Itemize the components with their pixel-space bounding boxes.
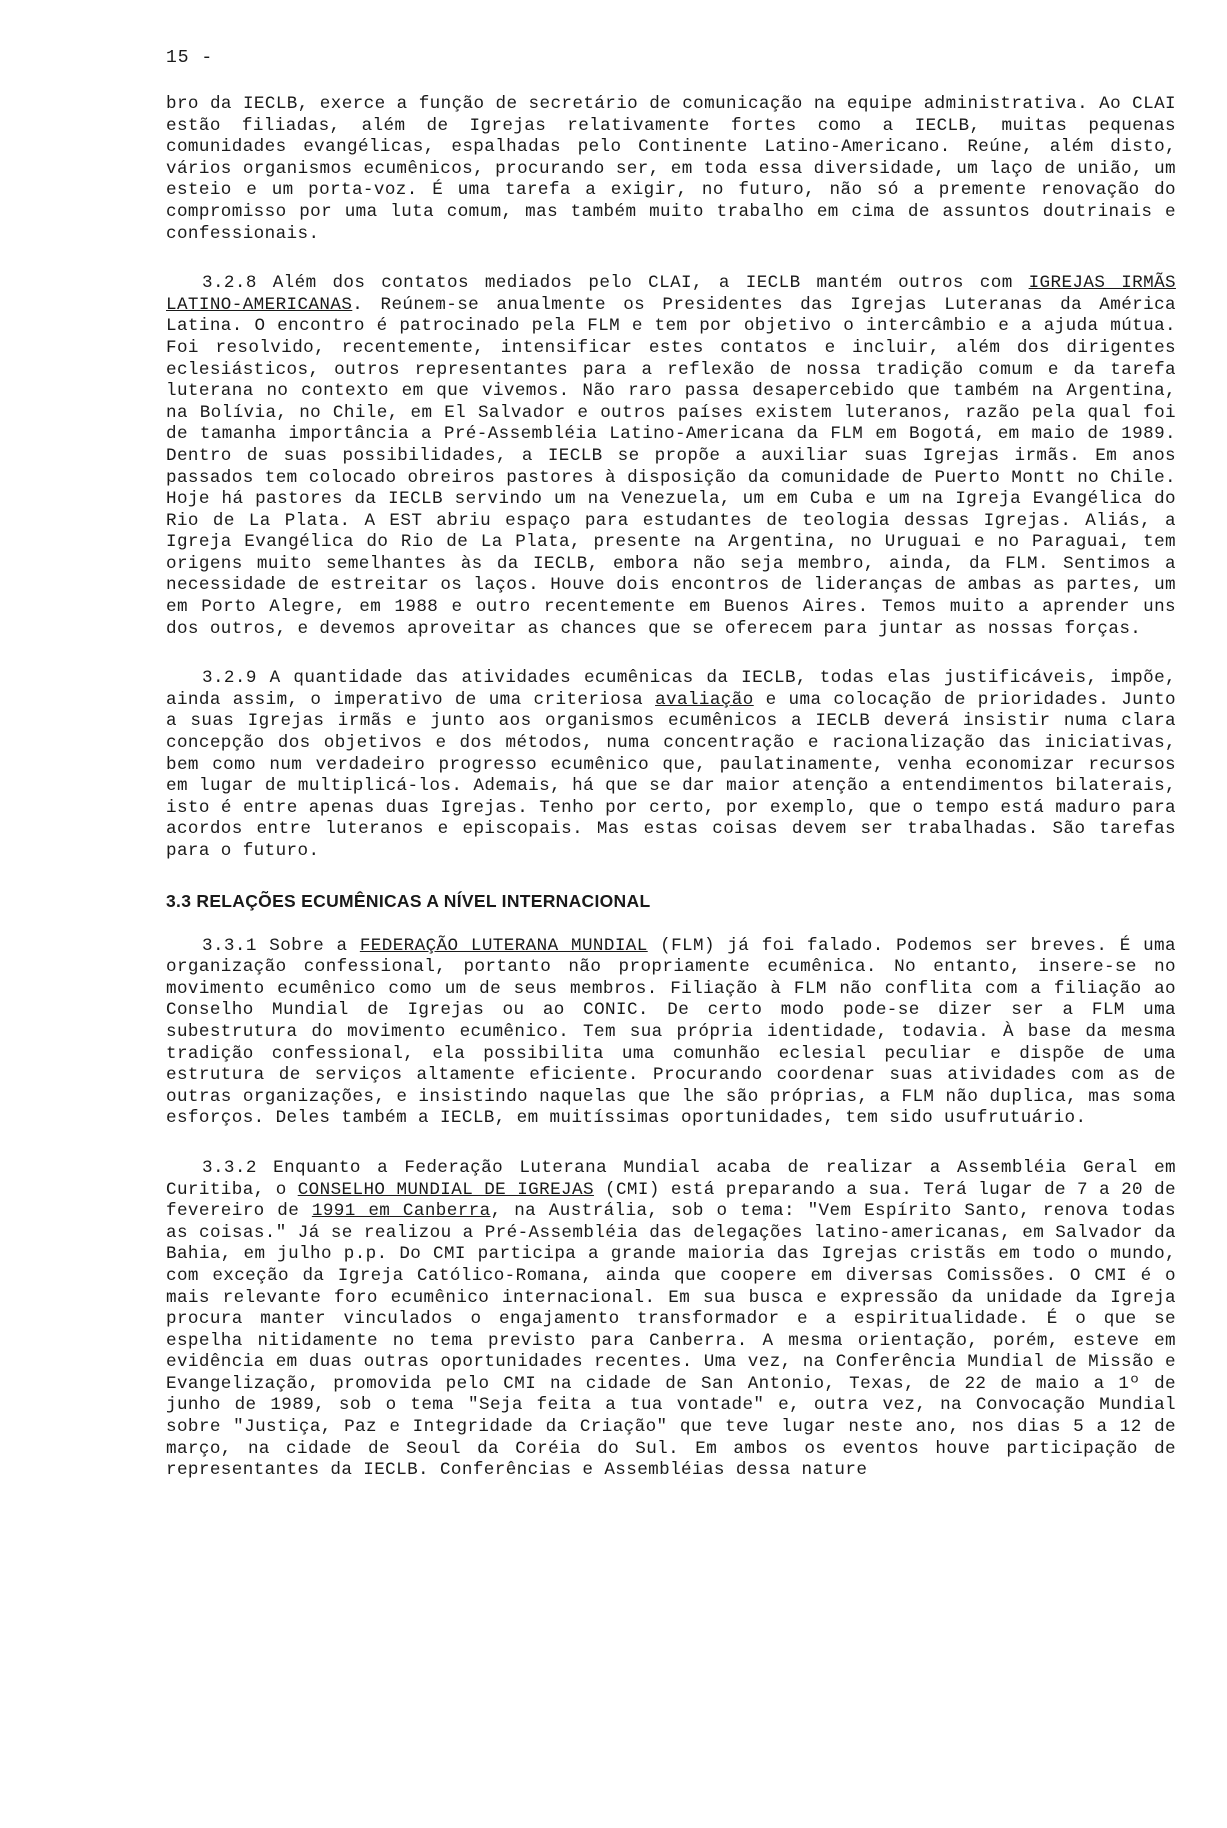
paragraph-text: Além dos contatos mediados pelo CLAI, a IECLB mantém outros com: [272, 273, 1029, 294]
paragraph-text: A quantidade das atividades ecumênicas da IECLB, todas elas justificáveis, impõe, ainda assim, o imperativo de uma criteriosa: [166, 668, 1176, 710]
paragraph-text: (CMI) está preparando a sua. Terá lugar de 7 a 20 de fevereiro de: [166, 1179, 1176, 1222]
underlined-term: CONSELHO MUNDIAL DE IGREJAS: [297, 1179, 594, 1200]
underlined-term: IGREJAS IRMÃS LATINO-AMERICANAS: [166, 273, 1176, 315]
section-heading: 3.3 RELAÇÕES ECUMÊNICAS A NÍVEL INTERNACIONAL: [166, 890, 651, 911]
underlined-term: avaliação: [655, 689, 754, 710]
body-text: [166, 94, 1176, 1510]
paragraph-text: (FLM) já foi falado. Podemos ser breves. É uma organização confessional, portanto não propriamente ecumênica. No entanto, insere-se no movimento ecumênico como um de seus membros. Filiação à FLM não conflita com a filiação ao Conselho Mundial de Igrejas ou ao CONIC. De certo modo pode-se dizer ser a FLM uma subestrutura do movimento ecumênico. Tem sua própria identidade, todavia. À base da mesma tradição confessional, ela possibilita uma comunhão eclesial peculiar e dispõe de uma estrutura de serviços altamente eficiente. Procurando coordenar suas atividades com as de outras organizações, e insistindo naquelas que lhe são próprias, a FLM não duplica, mas soma esforços. Deles também a IECLB, em muitíssimas oportunidades, tem sido usufrutuário.: [166, 935, 1176, 1129]
paragraph-intro: [166, 94, 1176, 245]
paragraph-number: 3.3.2: [202, 1157, 257, 1178]
paragraph-3-3-1: [166, 936, 1176, 1130]
page-number: 15 -: [166, 48, 214, 68]
underlined-term: 1991 em Canberra: [311, 1201, 491, 1222]
paragraph-text: e uma colocação de prioridades. Junto a suas Igrejas irmãs e junto aos organismos ecumênicos a IECLB deverá insistir numa clara concepção dos objetivos e dos métodos, numa concentração e racionalização das iniciativas, bem como num verdadeiro progresso ecumênico que, paulatinamente, venha economizar recursos em lugar de multiplicá-los. Ademais, há que se dar maior atenção a entendimentos bilaterais, isto é entre apenas duas Igrejas. Tenho por certo, por exemplo, que o tempo está maduro para acordos entre luteranos e episcopais. Mas estas coisas devem ser trabalhadas. São tarefas para o futuro.: [166, 689, 1177, 861]
underlined-term: FEDERAÇÃO LUTERANA MUNDIAL: [359, 935, 648, 956]
paragraph-3-2-9: [166, 668, 1176, 862]
paragraph-number: 3.2.9: [202, 668, 257, 689]
paragraph-number: 3.3.1: [202, 935, 257, 956]
paragraph-text: Sobre a: [269, 935, 360, 956]
paragraph-text: , na Austrália, sob o tema: "Vem Espírito Santo, renova todas as coisas." Já se realizou a Pré-Assembléia das delegações latino-americanas, em Salvador da Bahia, em julho p.p. Do CMI participa a grande maioria das Igrejas cristãs em todo o mundo, com exceção da Igreja Católico-Romana, ainda que coopere em diversas Comissões. O CMI é o mais relevante foro ecumênico internacional. Em sua busca e expressão da unidade da Igreja procura manter vinculados o engajamento transformador e a espiritualidade. É o que se espelha nitidamente no tema previsto para Canberra. A mesma orientação, porém, esteve em evidência em duas outras oportunidades recentes. Uma vez, na Conferência Mundial de Missão e Evangelização, promovida pelo CMI na cidade de San Antonio, Texas, de 22 de maio a 1º de junho de 1989, sob o tema "Seja feita a tua vontade" e, outra vez, na Convocação Mundial sobre "Justiça, Paz e Integridade da Criação" que teve lugar neste ano, nos dias 5 a 12 de março, na cidade de Seoul da Coréia do Sul. Em ambos os eventos houve participação de representantes da IECLB. Conferências e Assembléias dessa nature: [166, 1201, 1177, 1481]
paragraph-3-2-8: [166, 273, 1176, 640]
paragraph-3-3-2: [166, 1158, 1176, 1482]
paragraph-text: . Reúnem-se anualmente os Presidentes das Igrejas Luteranas da América Latina. O encontro é patrocinado pela FLM e tem por objetivo o intercâmbio e a ajuda mútua. Foi resolvido, recentemente, intensificar estes contatos e incluir, além dos dirigentes eclesiásticos, outros representantes para a reflexão de nossa tradição comum e da tarefa luterana no contexto em que vivemos. Não raro passa desapercebido que também na Argentina, na Bolívia, no Chile, em El Salvador e outros países existem luteranos, razão pela qual foi de tamanha importância a Pré-Assembléia Latino-Americana da FLM em Bogotá, em maio de 1989. Dentro de suas possibilidades, a IECLB se propõe a auxiliar suas Igrejas irmãs. Em anos passados tem colocado obreiros pastores à disposição da comunidade de Puerto Montt no Chile. Hoje há pastores da IECLB servindo um na Venezuela, um em Cuba e um na Igreja Evangélica do Rio de La Plata. A EST abriu espaço para estudantes de teologia dessas Igrejas. Aliás, a Igreja Evangélica do Rio de La Plata, presente na Argentina, no Uruguai e no Paraguai, tem origens muito semelhantes às da IECLB, embora não seja membro, ainda, da FLM. Sentimos a necessidade de estreitar os laços. Houve dois encontros de lideranças de ambas as partes, um em Porto Alegre, em 1988 e outro recentemente em Buenos Aires. Temos muito a aprender uns dos outros, e devemos aproveitar as chances que se oferecem para juntar as nossas forças.: [166, 294, 1176, 639]
paragraph-text: Enquanto a Federação Luterana Mundial acaba de realizar a Assembléia Geral em Curitiba, o: [166, 1157, 1177, 1200]
paragraph-text: bro da IECLB, exerce a função de secretário de comunicação na equipe administrativa. Ao CLAI estão filiadas, além de Igrejas relativamente fortes como a IECLB, muitas pequenas comunidades evangélicas, espalhadas pelo Continente Latino-Americano. Reúne, além disto, vários organismos ecumênicos, procurando ser, em toda essa diversidade, um laço de união, um esteio e um porta-voz. É uma tarefa a exigir, no futuro, não só a premente renovação do compromisso por uma luta comum, mas também muito trabalho em cima de assuntos doutrinais e confessionais.: [166, 94, 1176, 244]
paragraph-number: 3.2.8: [202, 273, 257, 294]
